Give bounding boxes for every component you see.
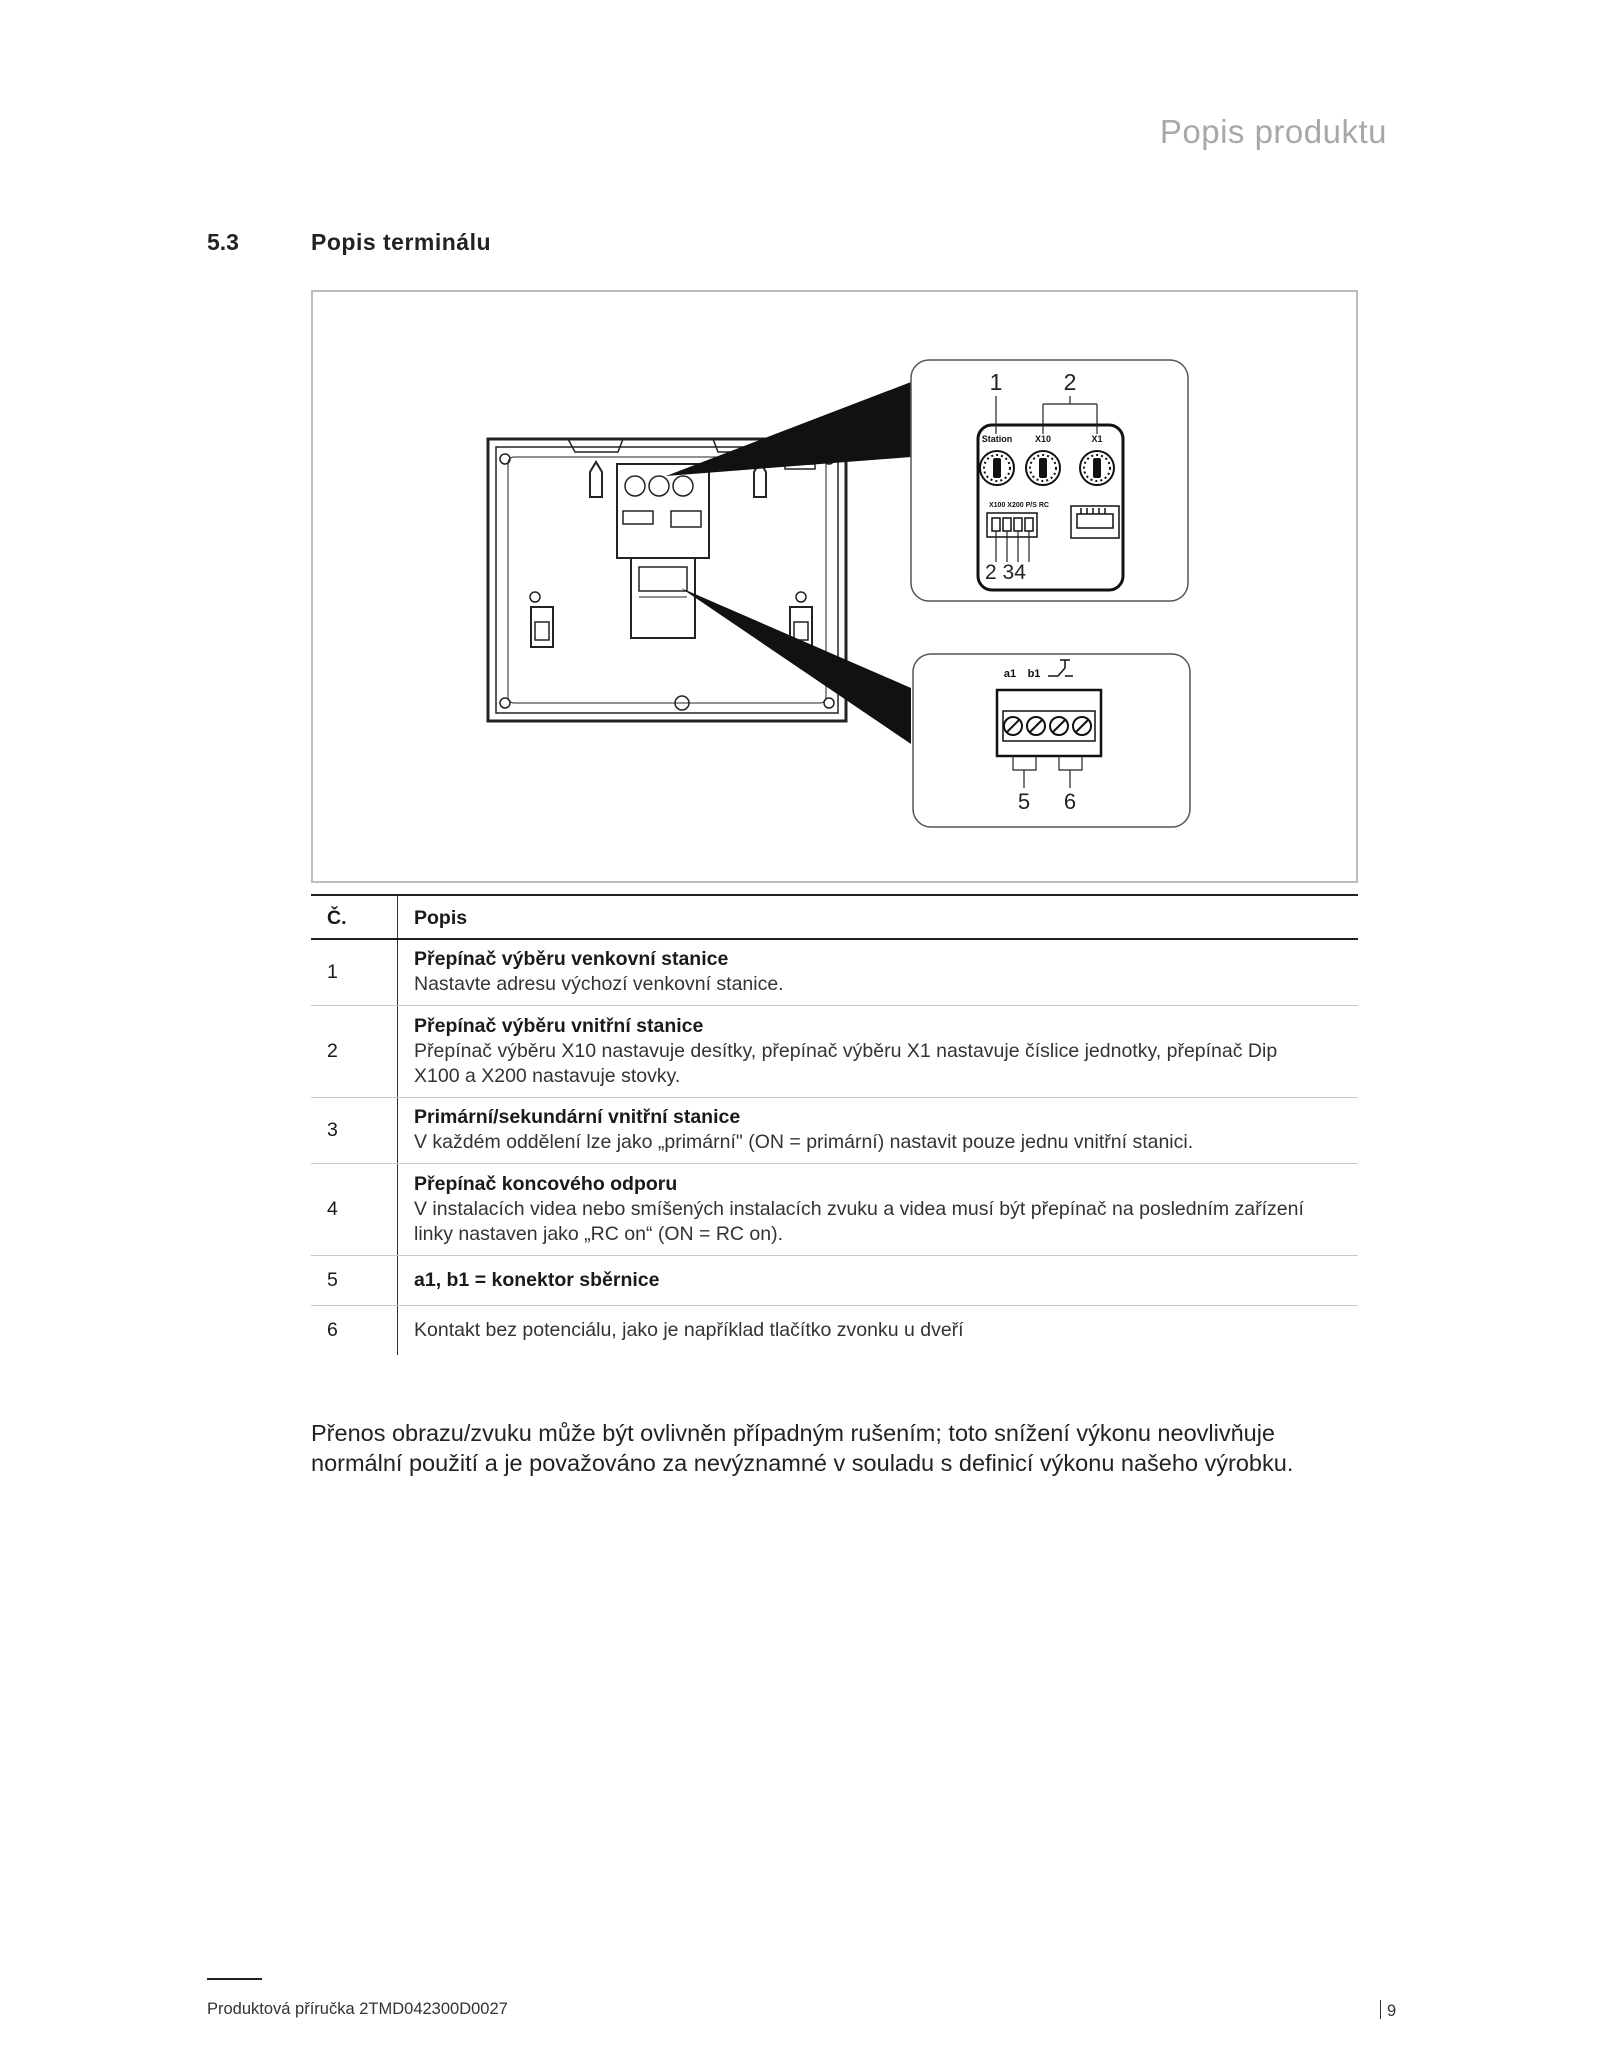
row-number: 6 xyxy=(311,1305,398,1355)
section-number: 5.3 xyxy=(207,229,239,255)
row-text: V instalacích videa nebo smíšených instalacích zvuku a videa musí být přepínač na posledním zařízení linky nastaven jako „RC on“ (ON = RC on). xyxy=(414,1197,1304,1245)
row-title: a1, b1 = konektor sběrnice xyxy=(414,1268,660,1291)
callout-2: 2 xyxy=(1063,369,1077,395)
callout-5: 5 xyxy=(1017,789,1031,814)
row-title: Primární/sekundární vnitřní stanice xyxy=(414,1106,741,1128)
label-dip: X100 X200 P/S RC xyxy=(989,502,1049,509)
row-description xyxy=(398,1305,1359,1355)
row-title: Přepínač výběru vnitřní stanice xyxy=(414,1014,704,1037)
row-title: Přepínač koncového odporu xyxy=(414,1172,678,1195)
table-row xyxy=(311,1163,1358,1255)
row-text: Přepínač výběru X10 nastavuje desítky, přepínač výběru X1 nastavuje číslice jednotky, přepínač Dip X100 a X200 nastavuje stovky. xyxy=(414,1039,1278,1087)
row-number: 3 xyxy=(311,1097,398,1163)
terminal-figure xyxy=(311,290,1358,883)
row-description xyxy=(398,1005,1359,1097)
header-description: Popis xyxy=(398,895,1359,939)
section-title: Popis terminálu xyxy=(311,229,492,255)
description-table xyxy=(311,894,1358,1355)
row-number: 4 xyxy=(311,1163,398,1255)
label-a1: a1 xyxy=(1003,668,1017,680)
row-number: 1 xyxy=(311,939,398,1005)
video-connector xyxy=(1071,506,1119,538)
row-number: 2 xyxy=(311,1005,398,1097)
footer-divider xyxy=(1380,2000,1381,2019)
label-x1: X1 xyxy=(1091,434,1103,444)
row-text: V každém oddělení lze jako „primární" (ON = primární) nastavit pouze jednu vnitřní stanici. xyxy=(414,1131,1194,1153)
table-row xyxy=(311,1097,1358,1163)
table-row xyxy=(311,939,1358,1005)
footer-document-name: Produktová příručka 2TMD042300D0027 xyxy=(207,2000,508,2018)
callout-2-3-4: 2 34 xyxy=(985,561,1026,584)
header-number: Č. xyxy=(311,895,398,939)
row-text: Nastavte adresu výchozí venkovní stanice. xyxy=(414,973,784,996)
terminal-drawing xyxy=(313,292,1360,885)
row-text: Kontakt bez potenciálu, jako je například tlačítko zvonku u dveří xyxy=(414,1318,964,1341)
footer-page xyxy=(1380,2000,1396,2021)
callout-6: 6 xyxy=(1063,789,1077,814)
note-paragraph: Přenos obrazu/zvuku může být ovlivněn případným rušením; toto snížení výkonu neovlivňuje normální použití a je považováno za nevýznamné v souladu s definicí výkonu našeho výrobku. xyxy=(311,1420,1294,1476)
table-row xyxy=(311,1005,1358,1097)
table-row xyxy=(311,1305,1358,1355)
label-x10: X10 xyxy=(1034,434,1052,444)
row-description xyxy=(398,1097,1359,1163)
row-description xyxy=(398,939,1359,1005)
zoom-wedge-upper xyxy=(666,382,911,476)
row-title: Přepínač výběru venkovní stanice xyxy=(414,948,729,971)
footer-rule xyxy=(207,1978,262,1980)
row-number: 5 xyxy=(311,1255,398,1305)
callout-1: 1 xyxy=(989,369,1003,395)
table-row xyxy=(311,1255,1358,1305)
table-header-row xyxy=(311,895,1358,939)
row-description xyxy=(398,1255,1359,1305)
label-station: Station xyxy=(981,434,1013,444)
label-b1: b1 xyxy=(1027,668,1041,680)
page-number: 9 xyxy=(1387,2002,1397,2020)
row-description xyxy=(398,1163,1359,1255)
device-housing xyxy=(488,439,846,721)
page-header-title: Popis produktu xyxy=(1159,113,1387,150)
